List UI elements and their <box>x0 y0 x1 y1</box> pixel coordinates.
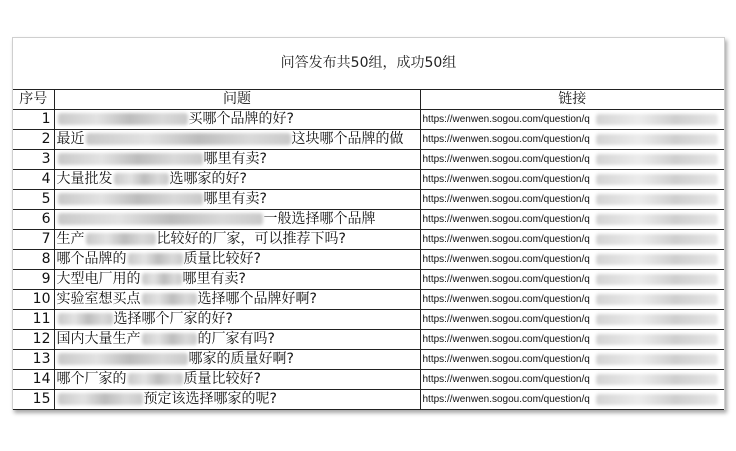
question-cell <box>54 290 420 310</box>
question-prefix: 实验室想买点 <box>56 291 141 307</box>
row-index: 9 <box>13 270 54 290</box>
redacted-link-id <box>596 374 718 385</box>
row-index: 4 <box>13 170 54 190</box>
question-cell <box>54 230 420 250</box>
question-cell <box>54 110 420 130</box>
row-index: 13 <box>13 350 54 370</box>
link-cell[interactable] <box>420 170 724 190</box>
redacted-text <box>86 233 156 245</box>
table-row <box>13 210 724 230</box>
redacted-link-id <box>596 114 718 125</box>
question-suffix: 买哪个品牌的好? <box>188 111 294 127</box>
row-index: 1 <box>13 110 54 130</box>
redacted-link-id <box>596 274 718 285</box>
row-index: 7 <box>13 230 54 250</box>
row-index: 15 <box>13 390 54 410</box>
question-cell <box>54 350 420 370</box>
redacted-text <box>128 373 183 385</box>
redacted-text <box>58 193 203 205</box>
question-link[interactable]: https://wenwen.sogou.com/question/q <box>422 334 590 345</box>
header-link: 链接 <box>420 90 724 110</box>
redacted-text <box>58 113 188 125</box>
link-cell[interactable] <box>420 370 724 390</box>
question-suffix: 一般选择哪个品牌 <box>263 211 376 227</box>
question-cell <box>54 210 420 230</box>
question-link[interactable]: https://wenwen.sogou.com/question/q <box>422 214 590 225</box>
row-index: 5 <box>13 190 54 210</box>
question-cell <box>54 390 420 410</box>
link-cell[interactable] <box>420 270 724 290</box>
redacted-link-id <box>596 154 718 165</box>
redacted-text <box>128 253 183 265</box>
question-cell <box>54 170 420 190</box>
question-suffix: 哪里有卖? <box>203 191 267 207</box>
question-suffix: 质量比较好? <box>183 251 261 267</box>
redacted-link-id <box>596 134 718 145</box>
row-index: 2 <box>13 130 54 150</box>
redacted-link-id <box>596 354 718 365</box>
question-suffix: 选择哪个品牌好啊? <box>197 291 317 307</box>
results-table <box>13 90 724 410</box>
table-row <box>13 150 724 170</box>
question-link[interactable]: https://wenwen.sogou.com/question/q <box>422 154 590 165</box>
question-link[interactable]: https://wenwen.sogou.com/question/q <box>422 354 590 365</box>
redacted-link-id <box>596 194 718 205</box>
table-row <box>13 270 724 290</box>
question-cell <box>54 270 420 290</box>
link-cell[interactable] <box>420 350 724 370</box>
question-link[interactable]: https://wenwen.sogou.com/question/q <box>422 254 590 265</box>
redacted-text <box>142 293 197 305</box>
table-row <box>13 190 724 210</box>
question-suffix: 比较好的厂家，可以推荐下吗? <box>156 231 346 247</box>
question-link[interactable]: https://wenwen.sogou.com/question/q <box>422 114 590 125</box>
redacted-link-id <box>596 294 718 305</box>
redacted-text <box>142 273 182 285</box>
table-row <box>13 310 724 330</box>
question-cell <box>54 150 420 170</box>
question-suffix: 质量比较好? <box>183 371 261 387</box>
question-link[interactable]: https://wenwen.sogou.com/question/q <box>422 374 590 385</box>
link-cell[interactable] <box>420 190 724 210</box>
question-suffix: 的厂家有吗? <box>197 331 275 347</box>
question-suffix: 哪家的质量好啊? <box>188 351 294 367</box>
question-cell <box>54 310 420 330</box>
question-link[interactable]: https://wenwen.sogou.com/question/q <box>422 394 590 405</box>
question-prefix: 哪个品牌的 <box>56 251 127 267</box>
row-index: 3 <box>13 150 54 170</box>
link-cell[interactable] <box>420 210 724 230</box>
question-suffix: 哪里有卖? <box>182 271 246 287</box>
question-suffix: 选哪家的好? <box>169 171 247 187</box>
row-index: 11 <box>13 310 54 330</box>
report-sheet <box>12 37 725 410</box>
redacted-link-id <box>596 174 718 185</box>
table-row <box>13 110 724 130</box>
question-prefix: 国内大量生产 <box>56 331 141 347</box>
redacted-link-id <box>596 254 718 265</box>
question-cell <box>54 370 420 390</box>
question-cell <box>54 330 420 350</box>
redacted-text <box>114 173 169 185</box>
question-link[interactable]: https://wenwen.sogou.com/question/q <box>422 134 590 145</box>
redacted-text <box>58 313 113 325</box>
redacted-link-id <box>596 334 718 345</box>
table-row <box>13 330 724 350</box>
table-row <box>13 370 724 390</box>
question-link[interactable]: https://wenwen.sogou.com/question/q <box>422 234 590 245</box>
row-index: 6 <box>13 210 54 230</box>
question-cell <box>54 250 420 270</box>
question-suffix: 预定该选择哪家的呢? <box>143 391 277 407</box>
link-cell[interactable] <box>420 110 724 130</box>
redacted-text <box>86 133 291 145</box>
question-prefix: 大量批发 <box>56 171 113 187</box>
question-link[interactable]: https://wenwen.sogou.com/question/q <box>422 274 590 285</box>
row-index: 12 <box>13 330 54 350</box>
page-title: 问答发布共50组，成功50组 <box>13 38 724 90</box>
redacted-text <box>58 353 188 365</box>
link-cell[interactable] <box>420 150 724 170</box>
redacted-text <box>58 153 203 165</box>
link-cell[interactable] <box>420 390 724 410</box>
table-row <box>13 390 724 410</box>
table-row <box>13 130 724 150</box>
question-cell <box>54 190 420 210</box>
table-body <box>13 110 724 410</box>
question-suffix: 哪里有卖? <box>203 151 267 167</box>
header-question: 问题 <box>54 90 420 110</box>
redacted-link-id <box>596 394 718 405</box>
table-header-row <box>13 90 724 110</box>
table-row <box>13 230 724 250</box>
question-cell <box>54 130 420 150</box>
question-suffix: 选择哪个厂家的好? <box>113 311 233 327</box>
row-index: 14 <box>13 370 54 390</box>
link-cell[interactable] <box>420 310 724 330</box>
question-suffix: 这块哪个品牌的做 <box>291 131 404 147</box>
question-link[interactable]: https://wenwen.sogou.com/question/q <box>422 174 590 185</box>
link-cell[interactable] <box>420 250 724 270</box>
table-row <box>13 350 724 370</box>
redacted-link-id <box>596 314 718 325</box>
table-row <box>13 170 724 190</box>
question-link[interactable]: https://wenwen.sogou.com/question/q <box>422 314 590 325</box>
row-index: 10 <box>13 290 54 310</box>
link-cell[interactable] <box>420 230 724 250</box>
question-prefix: 大型电厂用的 <box>56 271 141 287</box>
question-link[interactable]: https://wenwen.sogou.com/question/q <box>422 294 590 305</box>
link-cell[interactable] <box>420 330 724 350</box>
question-link[interactable]: https://wenwen.sogou.com/question/q <box>422 194 590 205</box>
link-cell[interactable] <box>420 290 724 310</box>
redacted-text <box>58 393 143 405</box>
table-row <box>13 250 724 270</box>
header-index: 序号 <box>13 90 54 110</box>
link-cell[interactable] <box>420 130 724 150</box>
table-row <box>13 290 724 310</box>
redacted-text <box>58 213 263 225</box>
redacted-text <box>142 333 197 345</box>
question-prefix: 哪个厂家的 <box>56 371 127 387</box>
redacted-link-id <box>596 234 718 245</box>
question-prefix: 最近 <box>56 131 85 147</box>
question-prefix: 生产 <box>56 231 85 247</box>
row-index: 8 <box>13 250 54 270</box>
redacted-link-id <box>596 214 718 225</box>
